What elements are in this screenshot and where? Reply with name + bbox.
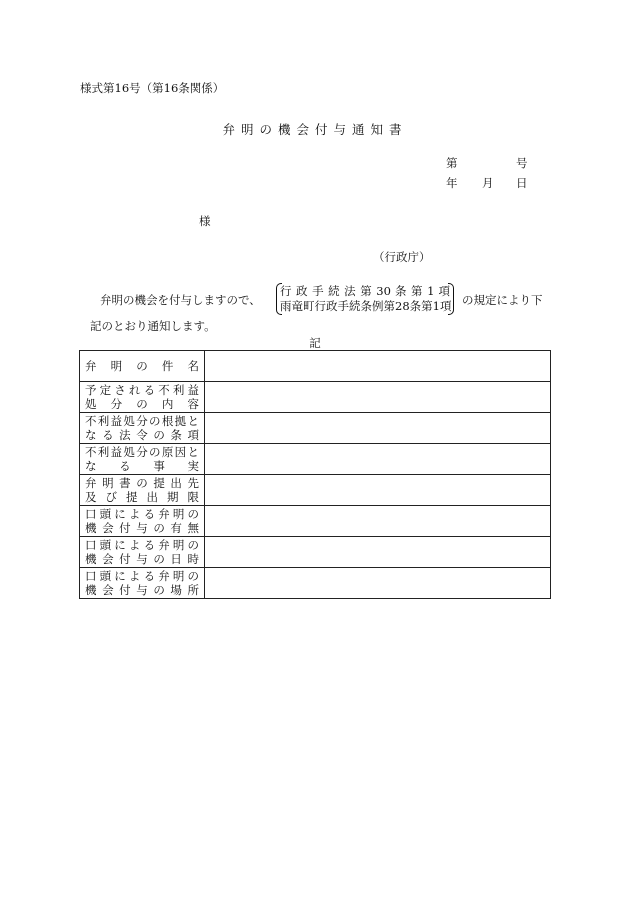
- date-day: 日: [516, 176, 528, 190]
- addressee-suffix: 様: [199, 214, 211, 228]
- ki-heading: 記: [309, 336, 321, 350]
- row-label: [80, 351, 205, 382]
- row-label-line: 口頭による弁明の: [85, 507, 199, 521]
- row-value[interactable]: [205, 537, 551, 568]
- row-label: [80, 475, 205, 506]
- table-row: [80, 382, 551, 413]
- page-title: 弁明の機会付与通知書: [222, 122, 408, 137]
- row-label-line: 口頭による弁明の: [85, 538, 199, 552]
- row-value[interactable]: [205, 506, 551, 537]
- row-label-line: 予定される不利益: [85, 383, 199, 397]
- doc-number-go: 号: [516, 156, 528, 170]
- row-label-line: 弁明書の提出先: [85, 476, 199, 490]
- row-label-line: なる法令の条項: [85, 428, 199, 442]
- row-label-line: 処 分 の 内 容: [85, 397, 199, 411]
- body-text-after: の規定により下: [462, 293, 543, 307]
- row-value[interactable]: [205, 444, 551, 475]
- row-label-line: 不利益処分の原因と: [85, 445, 199, 459]
- row-label-line: 機会付与の日時: [85, 552, 199, 566]
- table-row: [80, 537, 551, 568]
- row-label-line: 機会付与の有無: [85, 521, 199, 535]
- row-value[interactable]: [205, 382, 551, 413]
- row-label: [80, 506, 205, 537]
- row-label: [80, 444, 205, 475]
- table-row: [80, 444, 551, 475]
- row-label-line: 不利益処分の根拠と: [85, 414, 199, 428]
- row-label-line: 機会付与の場所: [85, 583, 199, 597]
- body-text-line2: 記のとおり通知します。: [90, 319, 216, 333]
- law-option-2: 雨竜町行政手続条例第28条第1項: [280, 299, 452, 313]
- form-number: 様式第16号（第16条関係）: [80, 81, 225, 95]
- table-row: [80, 506, 551, 537]
- table-row: [80, 413, 551, 444]
- table-row: [80, 475, 551, 506]
- row-label: [80, 568, 205, 599]
- row-value[interactable]: [205, 475, 551, 506]
- table-row: [80, 568, 551, 599]
- row-value[interactable]: [205, 413, 551, 444]
- row-label-line: 弁 明 の 件 名: [85, 359, 199, 373]
- law-option-1: 行 政 手 続 法 第 30 条 第 1 項: [280, 284, 450, 298]
- row-label: [80, 413, 205, 444]
- body-text-before: 弁明の機会を付与しますので、: [100, 293, 261, 307]
- row-value[interactable]: [205, 351, 551, 382]
- issuer: （行政庁）: [373, 250, 431, 264]
- doc-number-dai: 第: [446, 156, 458, 170]
- row-value[interactable]: [205, 568, 551, 599]
- row-label-line: 口頭による弁明の: [85, 569, 199, 583]
- row-label: [80, 537, 205, 568]
- row-label: [80, 382, 205, 413]
- date-year: 年: [446, 176, 458, 190]
- law-choice-bracket: [276, 283, 454, 315]
- notice-table: [79, 350, 551, 599]
- row-label-line: 及び提出期限: [85, 490, 199, 504]
- row-label-line: な る 事 実: [85, 459, 199, 473]
- date-month: 月: [482, 176, 494, 190]
- table-row: [80, 351, 551, 382]
